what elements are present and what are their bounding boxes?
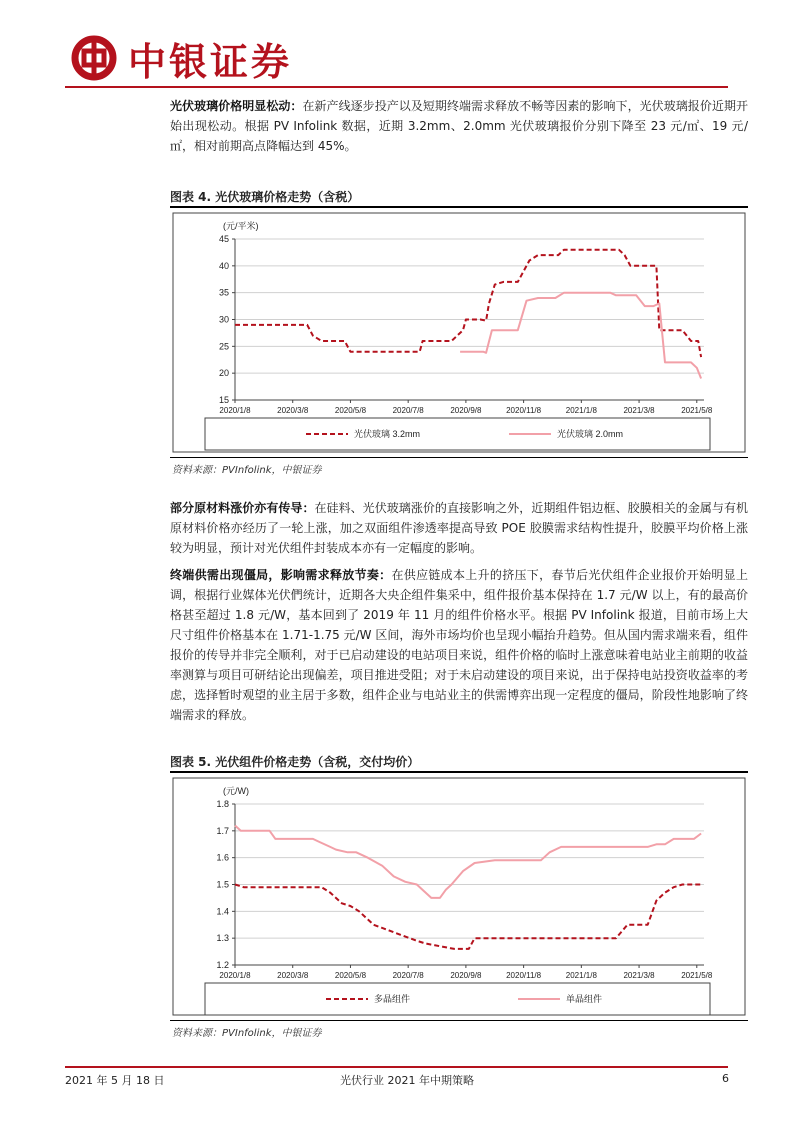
y-tick-label: 20 <box>218 368 229 379</box>
series-line-2 <box>460 293 701 379</box>
x-tick-label: 2020/1/8 <box>219 406 251 415</box>
header-rule <box>65 86 728 88</box>
figure-5-title: 图表 5. 光伏组件价格走势（含税，交付均价） <box>170 755 420 769</box>
x-tick-label: 2020/9/8 <box>450 971 482 980</box>
x-tick-label: 2020/5/8 <box>334 971 367 980</box>
y-tick-label: 15 <box>218 395 229 405</box>
paragraph-supply-demand <box>170 565 748 725</box>
paragraph-text: 在硅料、光伏玻璃涨价的直接影响之外，近期组件铝边框、胶膜相关的金属与有机原材料价格亦经历了一轮上涨，加之双面组件渗透率提高导致 POE 胶膜需求结构性提升，胶膜平均价格上涨较为明显，预计对光伏组件封装成本亦有一定幅度的影响。 <box>170 501 748 555</box>
brand-logo <box>70 33 292 83</box>
y-tick-label: 1.8 <box>216 799 229 809</box>
x-tick-label: 2020/9/8 <box>450 406 482 415</box>
module-price-chart <box>170 775 748 1018</box>
y-tick-label: 1.3 <box>216 933 229 944</box>
y-tick-label: 1.5 <box>216 879 229 890</box>
x-tick-label: 2020/7/8 <box>392 406 424 415</box>
paragraph-text: 在新产线逐步投产以及短期终端需求释放不畅等因素的影响下，光伏玻璃报价近期开始出现松动。根据 PV Infolink 数据，近期 3.2mm、2.0mm 光伏玻璃报价分别下降至 23 元/㎡、19 元/㎡，相对前期高点降幅达到 45%。 <box>170 99 748 153</box>
legend-label-2: 光伏玻璃 2.0mm <box>557 429 624 439</box>
y-tick-label: 45 <box>218 234 229 244</box>
footer-page-number: 6 <box>722 1072 729 1085</box>
paragraph-lead: 部分原材料涨价亦有传导： <box>170 501 315 515</box>
figure-5-top-rule <box>170 771 748 773</box>
y-tick-label: 30 <box>218 314 229 325</box>
y-unit-label: (元/平米) <box>223 221 259 231</box>
x-tick-label: 2020/7/8 <box>392 971 424 980</box>
paragraph-raw-materials <box>170 498 748 558</box>
x-tick-label: 2020/3/8 <box>277 406 309 415</box>
y-tick-label: 1.4 <box>216 906 229 917</box>
figure-4-source: 资料来源：PVInfolink，中银证券 <box>172 465 322 476</box>
x-tick-label: 2021/3/8 <box>623 971 655 980</box>
legend-label-2: 单晶组件 <box>566 994 603 1004</box>
figure-4-bottom-rule <box>170 457 748 458</box>
series-line-2 <box>235 826 701 898</box>
legend-box <box>205 983 710 1015</box>
glass-price-chart <box>170 210 748 455</box>
brand-name: 中银证券 <box>128 38 293 84</box>
x-tick-label: 2020/11/8 <box>506 971 542 980</box>
footer-date: 2021 年 5 月 18 日 <box>65 1074 165 1087</box>
series-line-1 <box>235 885 701 949</box>
y-tick-label: 35 <box>218 287 229 298</box>
chart-frame <box>173 213 745 452</box>
x-tick-label: 2021/1/8 <box>565 406 597 415</box>
paragraph-lead: 终端供需出现僵局，影响需求释放节奏： <box>170 568 392 582</box>
x-tick-label: 2021/5/8 <box>681 971 713 980</box>
y-tick-label: 1.2 <box>216 960 229 970</box>
x-tick-label: 2020/5/8 <box>334 406 367 415</box>
legend-label-1: 多晶组件 <box>374 994 411 1004</box>
x-tick-label: 2020/3/8 <box>277 971 309 980</box>
paragraph-glass-price <box>170 96 748 156</box>
y-tick-label: 25 <box>218 341 229 352</box>
y-tick-label: 40 <box>218 260 229 271</box>
paragraph-text: 在供应链成本上升的挤压下，春节后光伏组件企业报价开始明显上调，根据行业媒体光伏們统计，近期各大央企组件集采中，组件报价基本保持在 1.7 元/W 以上，有的最高价格甚至超过 1.8 元/W，基本回到了 2019 年 11 月的组件价格水平。根据 PV Infolink 报道，目前市场上大尺寸组件价格基本在 1.71-1.75 元/W 区间，海外市场均价也呈现小幅抬升趋势。但从国内需求端来看，组件报价的传导并非完全顺利，对于已启动建设的电站项目来说，组件价格的临时上涨意味着电站业主前期的收益率测算与项目可研结论出现偏差，项目推进受阻；对于未启动建设的项目来说，出于保持电站投资收益率的考虑，选择暂时观望的业主居于多数，组件企业与电站业主的供需博弈出现一定程度的僵局，阶段性地影响了终端需求的释放。 <box>170 568 748 722</box>
y-unit-label: (元/W) <box>223 786 249 796</box>
footer-title: 光伏行业 2021 年中期策略 <box>340 1074 474 1087</box>
figure-4-top-rule <box>170 206 748 208</box>
x-tick-label: 2021/3/8 <box>623 406 655 415</box>
paragraph-lead: 光伏玻璃价格明显松动： <box>170 99 303 113</box>
footer-rule <box>65 1066 728 1068</box>
figure-5-bottom-rule <box>170 1020 748 1021</box>
y-tick-label: 1.7 <box>216 825 229 836</box>
legend-box <box>205 418 710 450</box>
x-tick-label: 2020/11/8 <box>506 406 542 415</box>
y-tick-label: 1.6 <box>216 852 229 863</box>
x-tick-label: 2021/5/8 <box>681 406 713 415</box>
legend-label-1: 光伏玻璃 3.2mm <box>354 429 421 439</box>
bank-of-china-logo-icon <box>70 34 118 82</box>
figure-4-title: 图表 4. 光伏玻璃价格走势（含税） <box>170 190 360 204</box>
x-tick-label: 2021/1/8 <box>565 971 597 980</box>
x-tick-label: 2020/1/8 <box>219 971 251 980</box>
figure-5-source: 资料来源：PVInfolink，中银证券 <box>172 1028 322 1039</box>
